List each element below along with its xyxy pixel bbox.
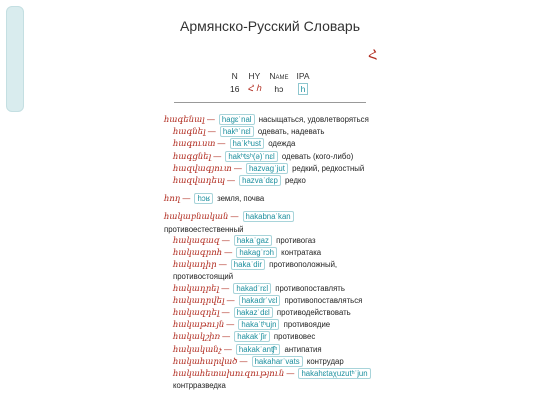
entry-dash: — <box>219 308 232 318</box>
entry-dash: — <box>224 176 238 186</box>
entry-word[interactable]: հակահարված <box>173 356 238 367</box>
entry-ipa: hakabnaˈkan <box>243 211 294 222</box>
entry-row <box>164 138 376 150</box>
entry-translation: одевать (кого-либо) <box>281 151 354 161</box>
entry-dash: — <box>211 151 224 161</box>
entry-translation: одежда <box>268 139 296 149</box>
entry-row <box>164 114 376 126</box>
letter-glyph: Հ հ <box>247 83 262 93</box>
entry-ipa: hakadrˈvɛl <box>239 295 281 306</box>
entry-ipa: hakakˈʃir <box>234 331 269 342</box>
entry-row <box>164 331 376 343</box>
letter-info-row <box>226 82 314 95</box>
header-hy: HY <box>248 71 261 81</box>
entry-word[interactable]: հազվադեպ <box>173 176 225 187</box>
entry-ipa: hakʰtsʰ(ə)ˈnɛl <box>225 151 277 162</box>
entry-translation: контрразведка <box>173 381 226 391</box>
entry-dash: — <box>216 260 229 270</box>
entry-row <box>164 356 376 368</box>
entry-dash: — <box>215 139 228 149</box>
entry-translation: противоядие <box>283 320 331 330</box>
entry-word[interactable]: հակազդել <box>173 308 220 319</box>
entry-translation: редкий, редкостный <box>292 163 365 173</box>
entry-ipa: hakaˈdir <box>231 259 265 270</box>
entry-row <box>164 175 376 187</box>
entry-ipa: hakahɛtaχuzutʰˈjun <box>298 368 370 379</box>
entry-row <box>164 295 376 307</box>
entry-translation: противопоставлять <box>275 283 345 293</box>
letter-info-header-row <box>226 70 314 82</box>
entry-row <box>164 283 376 295</box>
entry-ipa: haˈkʰust <box>230 138 265 149</box>
entry-ipa: hazvaˈdɛp <box>239 175 281 186</box>
separator-line <box>174 102 366 103</box>
entry-dash: — <box>228 212 241 222</box>
entry-dash: — <box>222 248 235 258</box>
entry-word[interactable]: հագենալ <box>164 115 205 125</box>
entry-translation: противоестественный <box>164 224 244 234</box>
page-title: Армянско-Русский Словарь <box>180 18 360 34</box>
entry-dash: — <box>219 283 232 293</box>
entry-word[interactable]: հակադիր <box>173 260 217 271</box>
entry-translation: противовес <box>273 332 316 342</box>
letter-info-table <box>226 70 314 95</box>
entry-word[interactable]: հակագրոհ <box>173 248 223 259</box>
entry-row <box>164 163 376 175</box>
entry-dash: — <box>224 295 237 305</box>
entry-translation: противогаз <box>276 235 316 245</box>
entry-row <box>164 259 376 282</box>
entry-word[interactable]: հակագազ <box>173 235 220 246</box>
entry-ipa: hazvagˈjut <box>246 163 288 174</box>
entry-dash: — <box>180 194 193 204</box>
entry-word[interactable]: հակաթույն <box>173 320 225 331</box>
entry-dash: — <box>221 344 234 354</box>
entry-ipa: hakʰˈnɛl <box>220 126 254 137</box>
entry-ipa: hagɛˈnal <box>219 114 255 125</box>
entry-word[interactable]: հակահետախուզություն <box>173 369 285 380</box>
entry-row <box>164 193 376 205</box>
entry-ipa: hakakˈanʧʰ <box>236 344 280 355</box>
entry-word[interactable]: հակադրել <box>173 283 220 294</box>
entry-row <box>164 319 376 331</box>
entry-translation: одевать, надевать <box>257 127 325 137</box>
entry-word[interactable]: հակականչ <box>173 344 222 355</box>
entry-row <box>164 126 376 138</box>
entry-row <box>164 368 376 391</box>
entry-dash: — <box>231 163 244 173</box>
entry-word[interactable]: հագնել <box>173 127 206 138</box>
entry-dash: — <box>205 127 218 137</box>
letter-ipa: h <box>298 83 309 95</box>
entry-ipa: hakaˈgaz <box>234 235 272 246</box>
entry-ipa: hakadˈrɛl <box>233 283 271 294</box>
letter-number: 16 <box>230 83 240 94</box>
letter-name: hɔ <box>274 83 284 94</box>
entry-dash: — <box>219 235 232 245</box>
entry-word[interactable]: հակաբնական <box>164 212 229 223</box>
entry-word[interactable]: հագցնել <box>173 151 212 162</box>
entry-dash: — <box>284 369 297 379</box>
entry-row <box>164 235 376 247</box>
entry-dash: — <box>237 356 250 366</box>
entry-translation: контрудар <box>306 356 344 366</box>
entry-translation: противоположный, противостоящий <box>173 260 338 282</box>
entry-row <box>164 247 376 259</box>
entry-translation: антипатия <box>284 344 322 354</box>
entry-ipa: hakaˈtʰujn <box>238 319 279 330</box>
entry-dash: — <box>224 320 237 330</box>
entry-translation: контратака <box>281 248 322 258</box>
dictionary-entries <box>164 114 376 391</box>
entry-word[interactable]: հող <box>164 194 181 205</box>
entry-row <box>164 211 376 234</box>
header-ipa: IPA <box>296 71 310 81</box>
entry-word[interactable]: հակադրվել <box>173 295 225 306</box>
entry-translation: противодействовать <box>276 308 351 318</box>
header-number: N <box>231 71 238 81</box>
entry-dash: — <box>220 332 233 342</box>
entry-ipa: hɔʁ <box>194 193 212 204</box>
entry-dash: — <box>204 115 217 124</box>
entry-row <box>164 344 376 356</box>
entry-ipa: hakaharˈvats <box>252 356 303 367</box>
entry-ipa: hakagˈrɔh <box>236 247 277 258</box>
entry-translation: земля, почва <box>217 194 265 204</box>
entry-row <box>164 307 376 319</box>
entry-word[interactable]: հակակշիռ <box>173 332 221 343</box>
entry-ipa: hakazˈdɛl <box>234 307 273 318</box>
entry-translation: редко <box>284 176 306 186</box>
letter-link[interactable]: Հ <box>368 48 378 63</box>
entry-row <box>164 151 376 163</box>
entry-translation: противопоставляться <box>284 295 363 305</box>
header-name: Name <box>269 71 289 81</box>
entry-word[interactable]: հազվագյուտ <box>173 163 232 174</box>
entry-word[interactable]: հագուստ <box>173 139 216 150</box>
entry-translation: насыщаться, удовлетворяться <box>258 115 369 124</box>
